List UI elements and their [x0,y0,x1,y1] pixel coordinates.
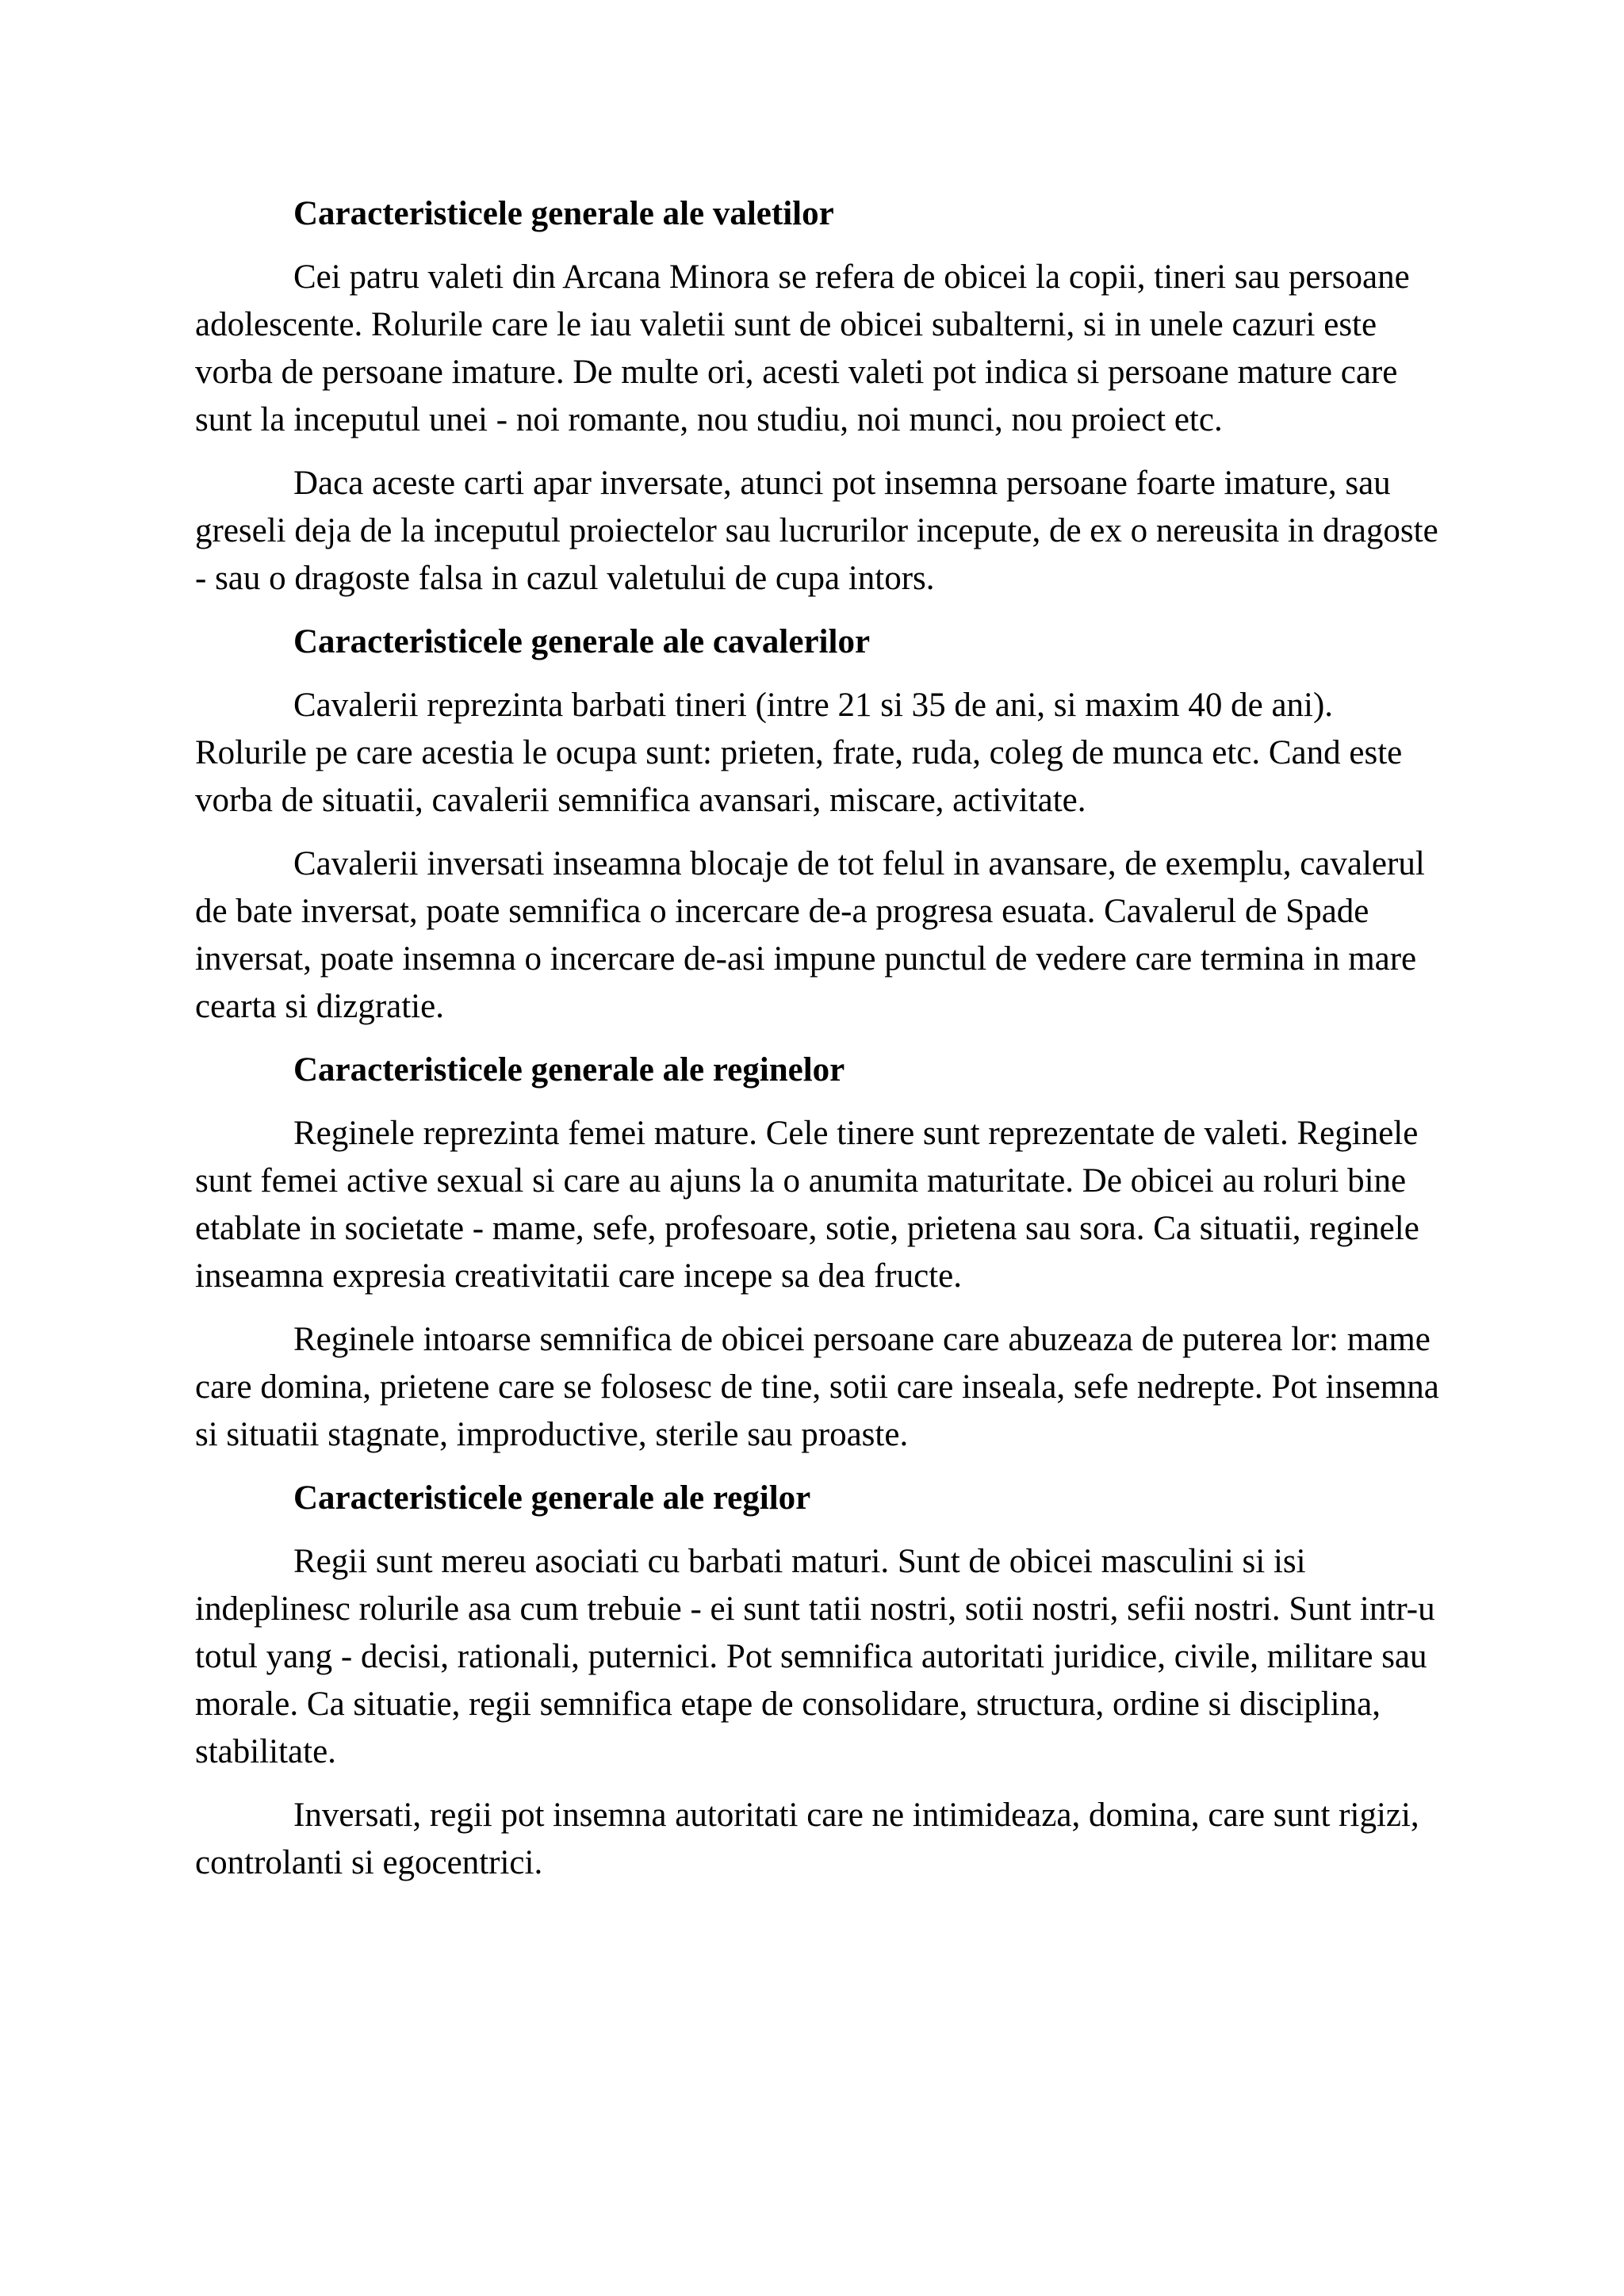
paragraph: Regii sunt mereu asociati cu barbati maturi. Sunt de obicei masculini si isi indeplinesc rolurile asa cum trebuie - ei sunt tatii nostri, sotii nostri, sefii nostri. Sunt intr-u totul yang - decisi, rationali, puternici. Pot semnifica autoritati juridice, civile, militare sau morale. Ca situatie, regii semnifica etape de consolidare, structura, ordine si disciplina, stabilitate. [195,1543,1435,1770]
section-reginele [195,1047,1448,1459]
section-heading: Caracteristicele generale ale reginelor [293,1051,845,1089]
section-heading: Caracteristicele generale ale regilor [293,1479,811,1517]
section-cavalerii [195,618,1448,1031]
paragraph: Cavalerii reprezinta barbati tineri (intre 21 si 35 de ani, si maxim 40 de ani). Rolurile pe care acestia le ocupa sunt: prieten, frate, ruda, coleg de munca etc. Cand este vorba de situatii, cavalerii semnifica avansari, miscare, activitate. [195,687,1403,819]
paragraph: Daca aceste carti apar inversate, atunci pot insemna persoane foarte imature, sau greseli deja de la inceputul proiectelor sau lucrurilor incepute, de ex o nereusita in dragoste - sau o dragoste falsa in cazul valetului de cupa intors. [195,465,1438,597]
document-page [195,190,1448,1903]
section-regii [195,1475,1448,1887]
section-heading: Caracteristicele generale ale valetilor [293,195,834,232]
section-heading: Caracteristicele generale ale cavalerilor [293,623,871,660]
section-valetii [195,190,1448,603]
paragraph: Cei patru valeti din Arcana Minora se refera de obicei la copii, tineri sau persoane adolescente. Rolurile care le iau valetii sunt de obicei subalterni, si in unele cazuri este vorba de persoane imature. De multe ori, acesti valeti pot indica si persoane mature care sunt la inceputul unei - noi romante, nou studiu, noi munci, nou proiect etc. [195,258,1410,438]
paragraph: Cavalerii inversati inseamna blocaje de tot felul in avansare, de exemplu, cavalerul de bate inversat, poate semnifica o incercare de-a progresa esuata. Cavalerul de Spade inversat, poate insemna o incercare de-asi impune punctul de vedere care termina in mare cearta si dizgratie. [195,845,1425,1025]
paragraph: Reginele intoarse semnifica de obicei persoane care abuzeaza de puterea lor: mame care domina, prietene care se folosesc de tine, sotii care inseala, sefe nedrepte. Pot insemna si situatii stagnate, improductive, sterile sau proaste. [195,1321,1439,1453]
paragraph: Reginele reprezinta femei mature. Cele tinere sunt reprezentate de valeti. Reginele sunt femei active sexual si care au ajuns la o anumita maturitate. De obicei au roluri bine etablate in societate - mame, sefe, profesoare, sotie, prietena sau sora. Ca situatii, reginele inseamna expresia creativitatii care incepe sa dea fructe. [195,1115,1419,1295]
paragraph: Inversati, regii pot insemna autoritati care ne intimideaza, domina, care sunt rigizi, controlanti si egocentrici. [195,1797,1419,1881]
